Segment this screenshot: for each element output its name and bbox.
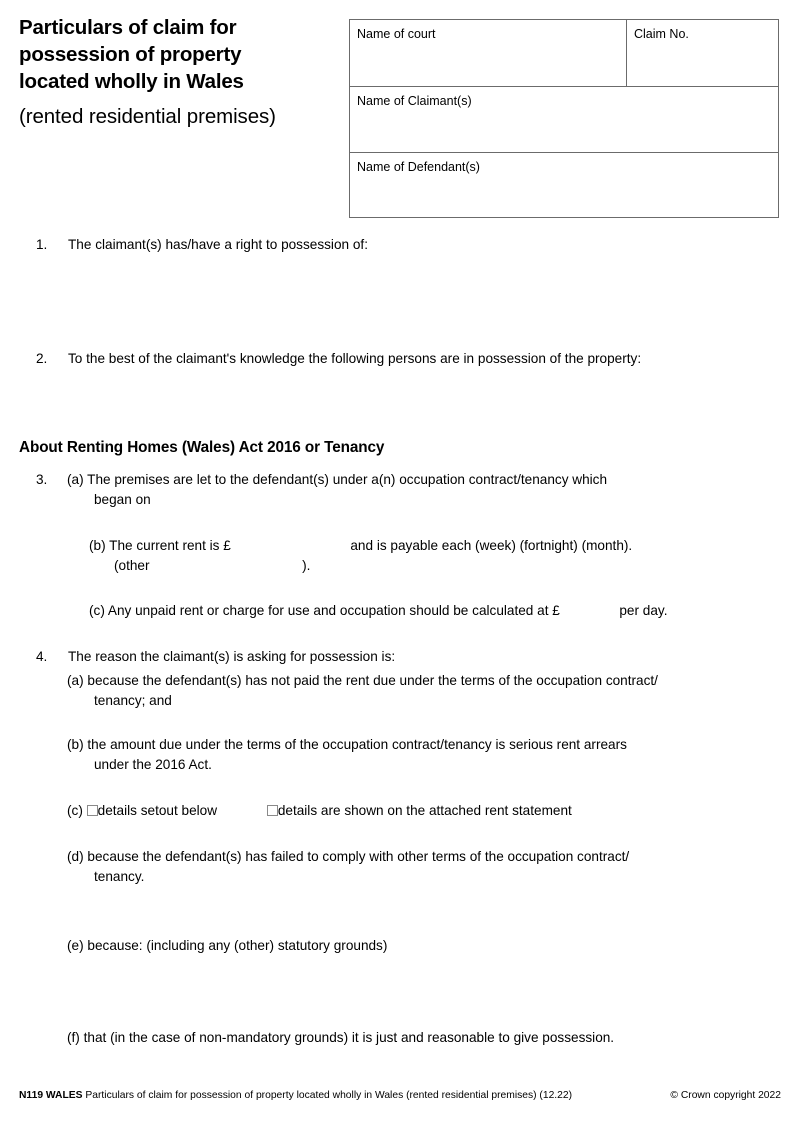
footer-form-code: N119 WALES bbox=[19, 1090, 83, 1101]
item-1-number: 1. bbox=[36, 237, 48, 252]
item-4a-text: because the defendant(s) has not paid the rent due under the terms of the occupation contract/ bbox=[87, 673, 658, 688]
court-details-box bbox=[349, 19, 779, 218]
item-3b bbox=[89, 536, 779, 575]
item-3a-continuation: began on bbox=[94, 491, 151, 507]
item-4d-continuation: tenancy. bbox=[94, 868, 145, 884]
item-3b-other-label: (other bbox=[114, 557, 150, 573]
item-4b-continuation: under the 2016 Act. bbox=[94, 756, 212, 772]
item-4-text: The reason the claimant(s) is asking for possession is: bbox=[68, 649, 396, 664]
item-4c-option-1-label: details setout below bbox=[97, 803, 218, 818]
item-3b-other-line bbox=[89, 556, 779, 576]
item-3b-label: (b) bbox=[89, 538, 106, 553]
item-4e-label: (e) bbox=[67, 938, 84, 953]
item-4c-label: (c) bbox=[67, 803, 83, 818]
item-4b-label: (b) bbox=[67, 737, 84, 752]
item-4-number: 4. bbox=[36, 649, 48, 664]
document-subtitle: (rented residential premises) bbox=[19, 105, 276, 128]
document-title-line-2: possession of property bbox=[19, 43, 242, 66]
item-4e bbox=[67, 936, 782, 956]
document-title-line-3: located wholly in Wales bbox=[19, 70, 244, 93]
item-1-text: The claimant(s) has/have a right to possession of: bbox=[68, 237, 368, 252]
footer-description: Particulars of claim for possession of property located wholly in Wales (rented residential premises) (12.22) bbox=[85, 1090, 573, 1101]
item-3c-text-1: Any unpaid rent or charge for use and occupation should be calculated at £ bbox=[107, 603, 560, 618]
item-3c bbox=[89, 601, 789, 621]
item-4c bbox=[67, 801, 782, 821]
page-footer bbox=[19, 1089, 781, 1102]
item-3a-label: (a) bbox=[67, 472, 84, 487]
name-of-claimants-label: Name of Claimant(s) bbox=[357, 94, 472, 108]
item-3b-text-2: and is payable each (week) (fortnight) (month). bbox=[350, 538, 633, 553]
item-2-answer-area[interactable] bbox=[68, 372, 778, 424]
item-4f-text: that (in the case of non-mandatory grounds) it is just and reasonable to give possession. bbox=[83, 1030, 615, 1045]
item-4e-text: because: (including any (other) statutory grounds) bbox=[87, 938, 388, 953]
item-4d-text: because the defendant(s) has failed to comply with other terms of the occupation contract/ bbox=[87, 849, 630, 864]
item-4d-details-area[interactable] bbox=[94, 888, 774, 930]
item-3b-other-close: ). bbox=[302, 557, 311, 573]
item-4e-details-area[interactable] bbox=[94, 960, 774, 1022]
name-of-court-label: Name of court bbox=[357, 27, 436, 41]
name-of-court-cell[interactable] bbox=[350, 20, 627, 86]
item-4f bbox=[67, 1028, 782, 1048]
name-of-claimants-cell[interactable] bbox=[350, 87, 778, 153]
item-4a-label: (a) bbox=[67, 673, 84, 688]
item-3c-label: (c) bbox=[89, 603, 105, 618]
footer-copyright: © Crown copyright 2022 bbox=[670, 1090, 781, 1101]
item-4b bbox=[67, 735, 782, 774]
name-of-defendants-label: Name of Defendant(s) bbox=[357, 160, 480, 174]
section-heading-renting-homes: About Renting Homes (Wales) Act 2016 or Tenancy bbox=[19, 439, 385, 456]
item-4d bbox=[67, 847, 782, 886]
item-4b-text: the amount due under the terms of the occupation contract/tenancy is serious rent arrears bbox=[87, 737, 627, 752]
item-2-number: 2. bbox=[36, 351, 48, 366]
document-title bbox=[19, 14, 339, 95]
court-and-claim-row bbox=[350, 20, 778, 87]
item-4d-label: (d) bbox=[67, 849, 84, 864]
item-3b-text-1: The current rent is £ bbox=[109, 538, 231, 553]
item-4c-option-2-label: details are shown on the attached rent statement bbox=[277, 803, 572, 818]
claim-no-cell[interactable] bbox=[627, 20, 778, 86]
item-4a-continuation: tenancy; and bbox=[94, 692, 172, 708]
item-3c-text-2: per day. bbox=[619, 603, 668, 618]
item-4f-label: (f) bbox=[67, 1030, 80, 1045]
item-1-answer-area[interactable] bbox=[68, 258, 768, 320]
checkbox-details-attached-rent-statement[interactable] bbox=[267, 805, 278, 816]
item-2-text: To the best of the claimant's knowledge the following persons are in possession of the property: bbox=[68, 351, 642, 366]
name-of-defendants-cell[interactable] bbox=[350, 153, 778, 217]
item-3a-date-field[interactable] bbox=[160, 489, 460, 507]
checkbox-details-setout-below[interactable] bbox=[87, 805, 98, 816]
document-title-line-1: Particulars of claim for bbox=[19, 16, 237, 39]
item-4a bbox=[67, 671, 782, 710]
item-3a-text: The premises are let to the defendant(s) under a(n) occupation contract/tenancy which bbox=[87, 472, 608, 487]
item-3-number: 3. bbox=[36, 472, 48, 487]
claim-no-label: Claim No. bbox=[634, 27, 689, 41]
